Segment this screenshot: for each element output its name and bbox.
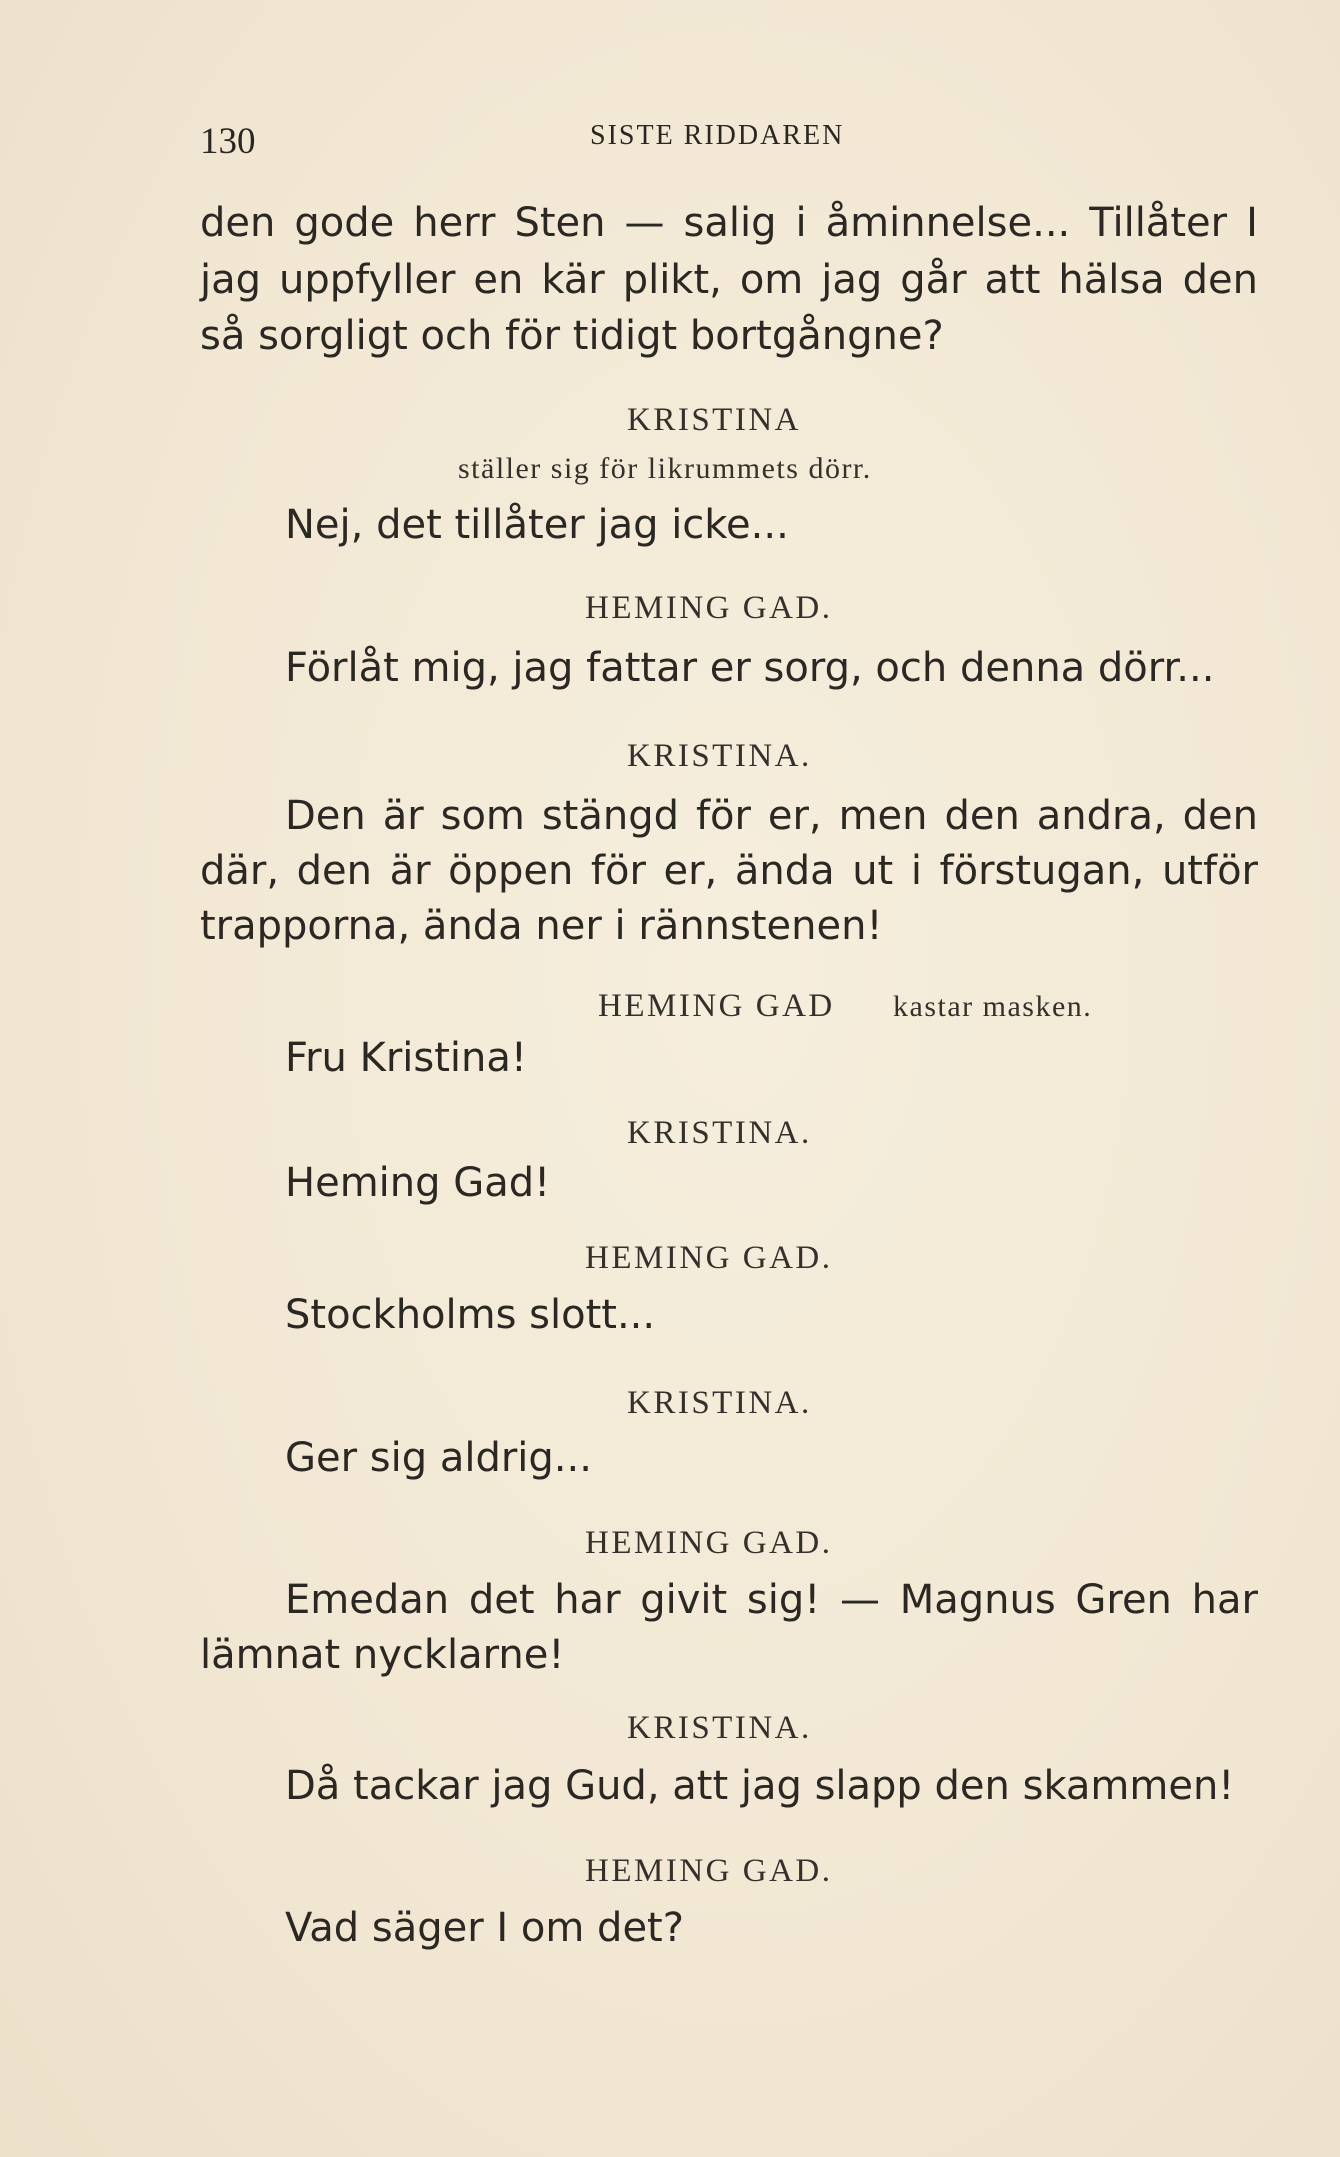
speaker-name: KRISTINA. — [627, 1115, 812, 1151]
word: Tillåter — [1089, 200, 1228, 246]
text-line-6 — [285, 793, 1258, 839]
text-line-3: så sorgligt och för tidigt bortgångne? — [200, 313, 944, 359]
word: Emedan — [285, 1577, 450, 1623]
text-line-14: lämnat nycklarne! — [200, 1632, 565, 1678]
word: uppfyller — [278, 257, 456, 303]
word: kär — [541, 257, 605, 303]
text-line-9: Fru Kristina! — [285, 1035, 527, 1081]
word: den — [296, 848, 372, 894]
word: den — [200, 200, 276, 246]
speaker-name: HEMING GAD. — [585, 590, 833, 626]
word: det — [468, 1577, 535, 1623]
word: jag — [200, 257, 262, 303]
text-line-11: Stockholms slott... — [285, 1292, 656, 1338]
text-line-1 — [200, 200, 1258, 246]
word: sig! — [746, 1577, 821, 1623]
word: i — [795, 200, 807, 246]
word: om — [739, 257, 804, 303]
word: öppen — [448, 848, 574, 894]
text-line-16: Vad säger I om det? — [285, 1905, 684, 1951]
word: Sten — [514, 200, 606, 246]
text-line-13 — [285, 1577, 1258, 1623]
text-line-15: Då tackar jag Gud, att jag slapp den skammen! — [285, 1763, 1235, 1809]
word: förstugan, — [939, 848, 1145, 894]
text-line-2 — [200, 257, 1258, 303]
text-line-12: Ger sig aldrig... — [285, 1435, 592, 1481]
word: som — [440, 793, 525, 839]
word: för — [695, 793, 751, 839]
text-line-8: trapporna, ända ner i rännstenen! — [200, 903, 883, 949]
word: går — [900, 257, 967, 303]
word: att — [984, 257, 1041, 303]
word: den — [1182, 257, 1258, 303]
stage-direction: kastar masken. — [893, 990, 1093, 1023]
word: andra, — [1036, 793, 1166, 839]
word: för — [590, 848, 646, 894]
word: gode — [294, 200, 395, 246]
word: givit — [640, 1577, 728, 1623]
word: den — [1182, 793, 1258, 839]
word: herr — [413, 200, 496, 246]
stage-direction: ställer sig för likrummets dörr. — [458, 452, 872, 485]
word: utför — [1161, 848, 1258, 894]
text-line-7 — [200, 848, 1258, 894]
word: är — [382, 793, 424, 839]
word: är — [389, 848, 431, 894]
text-line-4: Nej, det tillåter jag icke... — [285, 502, 789, 548]
word: hälsa — [1058, 257, 1165, 303]
word: ut — [852, 848, 894, 894]
word: men — [838, 793, 928, 839]
speaker-name: KRISTINA. — [627, 1385, 812, 1421]
speaker-name: HEMING GAD. — [585, 1525, 833, 1561]
text-line-5: Förlåt mig, jag fattar er sorg, och denna dörr... — [285, 645, 1215, 691]
word: har — [554, 1577, 621, 1623]
word: stängd — [541, 793, 679, 839]
text-line-10: Heming Gad! — [285, 1160, 551, 1206]
word: där, — [200, 848, 280, 894]
word: den — [944, 793, 1020, 839]
speaker-name: KRISTINA. — [627, 1710, 812, 1746]
word: en — [473, 257, 524, 303]
word: i — [910, 848, 922, 894]
word: jag — [821, 257, 883, 303]
word: I — [1246, 200, 1258, 246]
word: åminnelse... — [825, 200, 1071, 246]
word: Gren — [1075, 1577, 1172, 1623]
running-title: SISTE RIDDAREN — [590, 120, 845, 151]
word: — — [624, 200, 665, 246]
speaker-name: HEMING GAD. — [585, 1853, 833, 1889]
speaker-name: HEMING GAD — [598, 988, 835, 1024]
speaker-name: KRISTINA. — [627, 738, 812, 774]
word: Magnus — [899, 1577, 1056, 1623]
speaker-name: KRISTINA — [627, 402, 801, 438]
speaker-name: HEMING GAD. — [585, 1240, 833, 1276]
word: ända — [734, 848, 835, 894]
word: har — [1191, 1577, 1258, 1623]
word: plikt, — [622, 257, 722, 303]
word: er, — [663, 848, 718, 894]
word: salig — [683, 200, 777, 246]
page-number: 130 — [200, 121, 256, 162]
word: Den — [285, 793, 366, 839]
word: — — [840, 1577, 880, 1623]
word: er, — [767, 793, 822, 839]
